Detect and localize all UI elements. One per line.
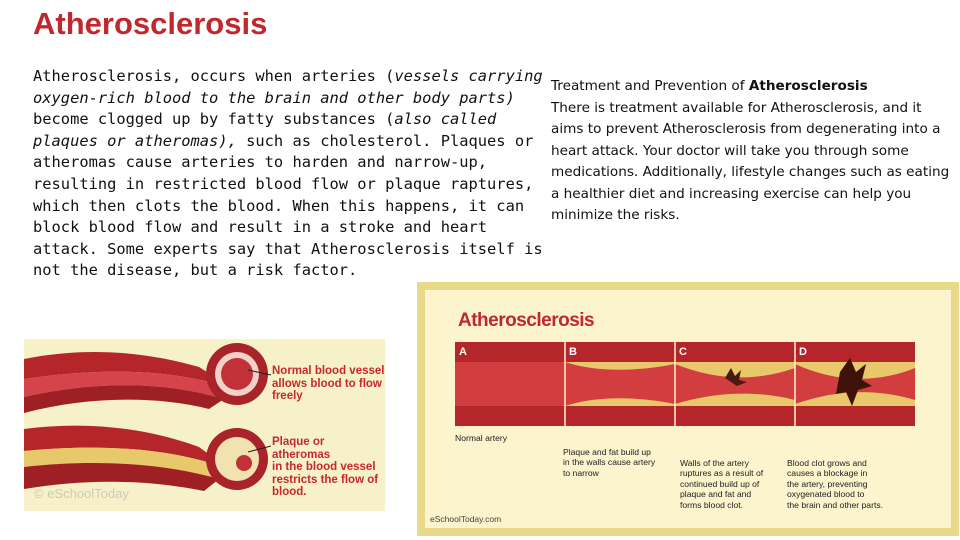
normal-vessel-label — [272, 365, 384, 403]
caption-d — [787, 458, 883, 510]
treatment-heading — [551, 76, 951, 98]
normal-label-line: freely — [272, 390, 303, 402]
definition-text-1: Atherosclerosis, occurs when arteries ( — [33, 67, 395, 85]
treatment-heading-bold: Atherosclerosis — [748, 78, 868, 94]
stages-inner — [425, 290, 951, 528]
caption-line: causes a blockage in — [787, 468, 868, 479]
treatment-body: There is treatment available for Atherosclerosis, and it aims to prevent Atherosclerosis from degenerating into a heart attack. Your doctor will take you through some medications. Additionally, lifestyle changes such as eating a healthier diet and increasing exercise can help you minimize the risks. — [551, 99, 950, 223]
panel-b — [565, 342, 680, 426]
caption-line: to narrow — [563, 467, 599, 478]
caption-a — [455, 433, 507, 443]
caption-line: the brain and other parts. — [787, 499, 884, 510]
panel-c — [675, 342, 790, 426]
caption-line: Walls of the artery — [680, 458, 749, 468]
plaque-label-line: in the blood vessel — [272, 461, 376, 473]
image-credit: eSchoolToday.com — [430, 514, 502, 524]
definition-text-3: become clogged up by fatty substances ( — [33, 110, 395, 129]
normal-label-line: Normal blood vessel — [272, 365, 385, 377]
panel-letter: A — [459, 346, 467, 358]
definition-paragraph — [33, 66, 543, 282]
definition-text-4: also called plaques or atheromas), — [33, 110, 497, 150]
plaque-label-line: restricts the flow of — [272, 473, 379, 486]
panel-letter: C — [679, 346, 687, 358]
atherosclerosis-stages-image — [417, 282, 959, 536]
treatment-heading-plain: Treatment and Prevention of — [551, 78, 749, 94]
caption-line: continued build up of — [680, 478, 760, 489]
watermark: © eSchoolToday — [34, 486, 129, 501]
caption-c — [680, 458, 763, 510]
panel-letter: D — [799, 346, 807, 358]
plaque-vessel-label — [272, 436, 385, 499]
definition-text-5: such as cholesterol. Plaques or atheromas cause arteries to harden and narrow-up, resulting in restricted blood flow or plaque raptures, which then clots the blood. When this happens, it can block blood flow and result in a stroke and heart attack. Some experts say that Atherosclerosis itself is not the disease, but a risk factor. — [33, 131, 543, 280]
caption-line: ruptures as a result of — [680, 468, 764, 479]
caption-line: forms blood clot. — [680, 499, 744, 510]
panel-a — [455, 342, 570, 426]
caption-line: Plaque and fat build up — [563, 447, 651, 457]
caption-line: plaque and fat and — [680, 489, 752, 500]
plaque-label-line: Plaque or atheromas — [272, 436, 331, 461]
artery-comparison-image — [24, 339, 385, 511]
definition-text-2: vessels carrying oxygen-rich blood to the brain and other body parts) — [33, 67, 543, 107]
caption-line: Blood clot grows and — [787, 458, 867, 468]
caption-line: Normal artery — [455, 433, 508, 443]
treatment-paragraph — [551, 76, 951, 227]
panel-d — [795, 342, 910, 426]
caption-line: oxygenated blood to — [787, 489, 865, 500]
page-title: Atherosclerosis — [33, 6, 268, 41]
caption-line: in the walls cause artery — [563, 457, 656, 468]
normal-label-line: allows blood to flow — [272, 377, 382, 390]
plaque-label-line: blood. — [272, 486, 307, 498]
caption-line: the artery, preventing — [787, 478, 868, 489]
caption-b — [563, 447, 655, 478]
panel-letter: B — [569, 346, 577, 358]
stages-title: Atherosclerosis — [458, 310, 595, 331]
